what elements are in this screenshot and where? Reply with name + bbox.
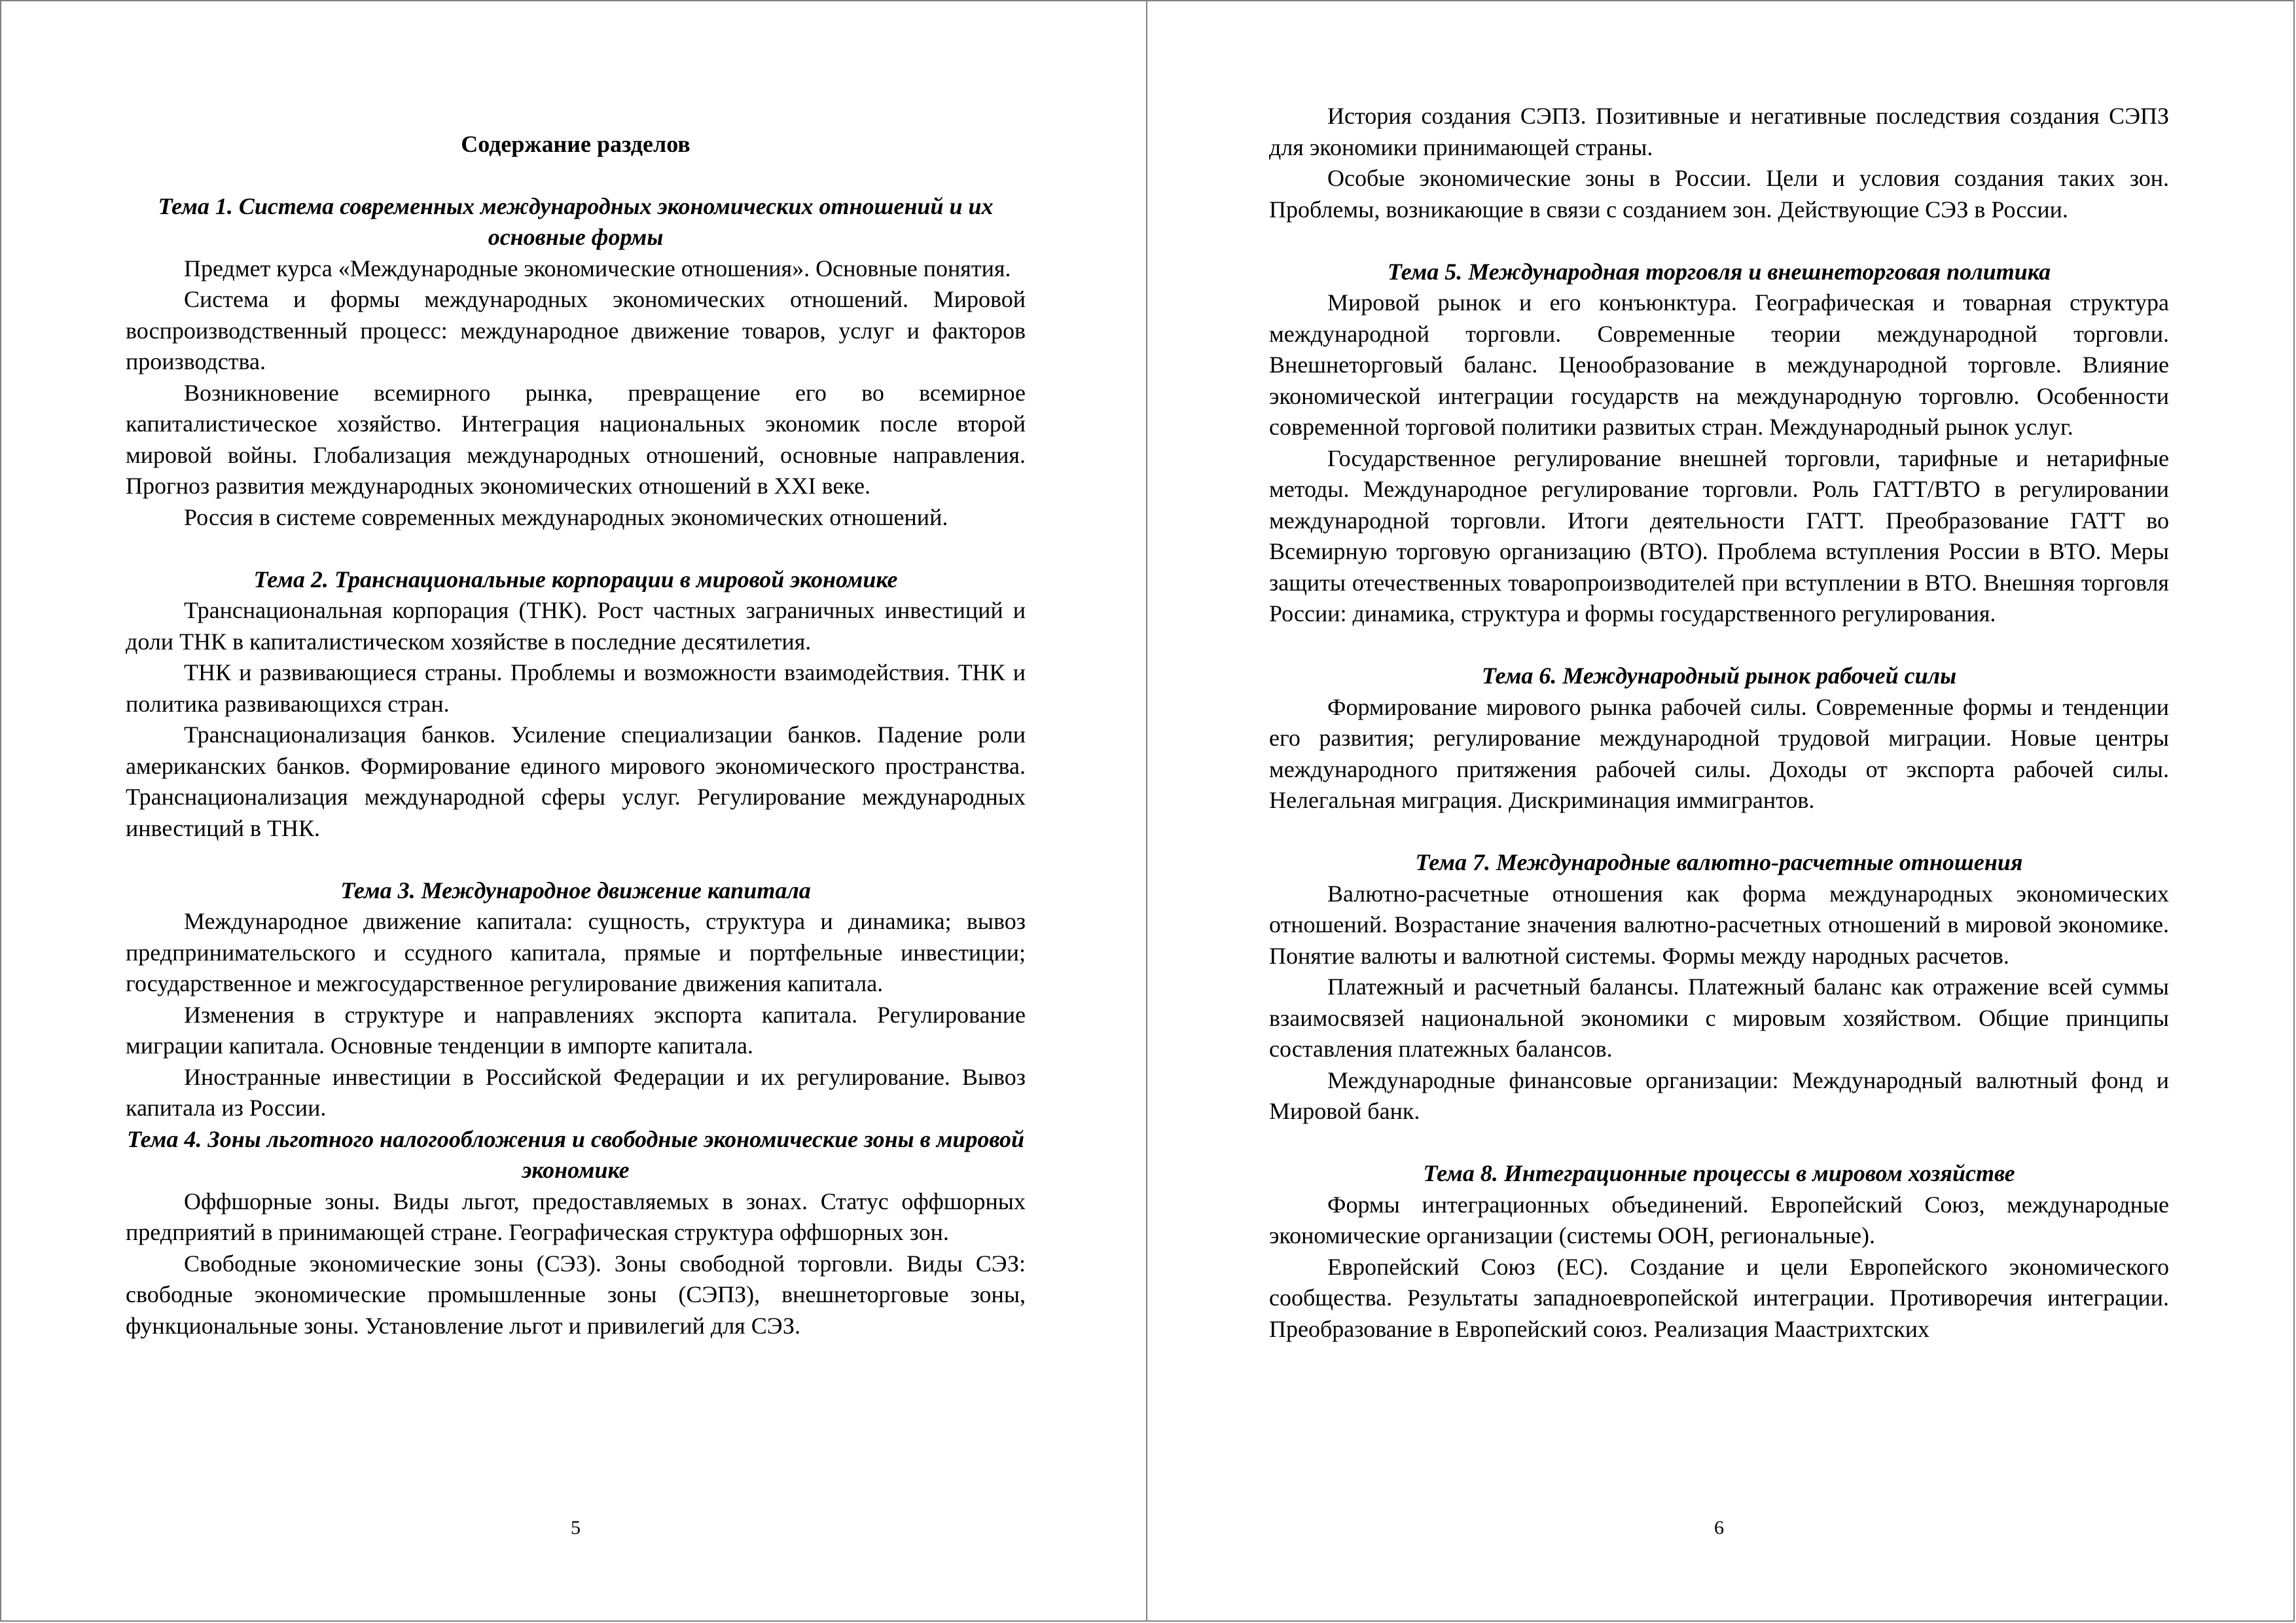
topic-2-paragraph: Транснациональная корпорация (ТНК). Рост частных заграничных инвестиций и доли ТНК в капиталистическом хозяйстве в последние десятилетия. — [126, 597, 1026, 655]
topic-7-paragraph: Международные финансовые организации: Международный валютный фонд и Мировой банк. — [1269, 1067, 2169, 1124]
spacer — [1269, 630, 2169, 661]
topic-2-title: Тема 2. Транснациональные корпорации в мировой экономике — [253, 566, 898, 593]
right-page — [1147, 1, 2293, 1620]
section-contents-title: Содержание разделов — [461, 131, 691, 157]
page-number-left: 5 — [571, 1517, 581, 1539]
topic-5-paragraph: Мировой рынок и его конъюнктура. Географическая и товарная структура международной торговли. Современные теории международной торговли. Внешнеторговый баланс. Ценообразование в международной торговле. Влияние экономической интеграции государств на международную торговлю. Особенности современной торговой политики развитых стран. Международный рынок услуг. — [1269, 289, 2169, 440]
topic-7-paragraph: Платежный и расчетный балансы. Платежный баланс как отражение всей суммы взаимосвязей национальной экономики с мировым хозяйством. Общие принципы составления платежных балансов. — [1269, 974, 2169, 1062]
topic-8-title: Тема 8. Интеграционные процессы в мировом хозяйстве — [1423, 1160, 2015, 1186]
topic-4-paragraph: Свободные экономические зоны (СЭЗ). Зоны свободной торговли. Виды СЭЗ: свободные экономические промышленные зоны (СЭПЗ), внешнеторговые зоны, функциональные зоны. Установление льгот и привилегий для СЭЗ. — [126, 1250, 1026, 1339]
page-number-right: 6 — [1714, 1517, 1724, 1539]
topic-3-paragraph: Иностранные инвестиции в Российской Федерации и их регулирование. Вывоз капитала из России. — [126, 1063, 1026, 1121]
topic-5-title: Тема 5. Международная торговля и внешнеторговая политика — [1387, 258, 2051, 285]
topic-5-paragraph: Государственное регулирование внешней торговли, тарифные и нетарифные методы. Международное регулирование торговли. Роль ГАТТ/ВТО в регулировании международной торговли. Итоги деятельности ГАТТ. Преобразование ГАТТ во Всемирную торговую организацию (ВТО). Проблема вступления России в ВТО. Меры защиты отечественных товаропроизводителей при вступлении в ВТО. Внешняя торговля России: динамика, структура и формы государственного регулирования. — [1269, 445, 2169, 627]
topic-1-title: Тема 1. Система современных международных экономических отношений и их основные формы — [158, 192, 994, 250]
spacer — [126, 844, 1026, 875]
topic-6-paragraph: Формирование мирового рынка рабочей силы. Современные формы и тенденции его развития; регулирование международной трудовой миграции. Новые центры международного притяжения рабочей силы. Доходы от экспорта рабочей силы. Нелегальная миграция. Дискриминация иммигрантов. — [1269, 693, 2169, 813]
topic-2-paragraph: Транснационализация банков. Усиление специализации банков. Падение роли американских банков. Формирование единого мирового экономического пространства. Транснационализация международной сферы услуг. Регулирование международных инвестиций в ТНК. — [126, 721, 1026, 841]
topic-1-paragraph: Система и формы международных экономических отношений. Мировой воспроизводственный процесс: международное движение товаров, услуг и факторов производства. — [126, 286, 1026, 374]
left-page-content — [126, 129, 1026, 1341]
spacer — [1269, 816, 2169, 848]
topic-1-paragraph: Россия в системе современных международных экономических отношений. — [184, 503, 948, 530]
topic-6-title: Тема 6. Международный рынок рабочей силы — [1481, 663, 1957, 689]
left-page — [1, 1, 1147, 1620]
right-page-content — [1269, 101, 2169, 1345]
topic-4-continuation-paragraph: История создания СЭПЗ. Позитивные и негативные последствия создания СЭПЗ для экономики принимающей страны. — [1269, 103, 2169, 160]
topic-4-continuation-paragraph: Особые экономические зоны в России. Цели и условия создания таких зон. Проблемы, возникающие в связи с созданием зон. Действующие СЭЗ в России. — [1269, 165, 2169, 223]
spacer — [1269, 1127, 2169, 1159]
topic-1-paragraph: Возникновение всемирного рынка, превращение его во всемирное капиталистическое хозяйство. Интеграция национальных экономик после второй мировой войны. Глобализация международных отношений, основные направления. Прогноз развития международных экономических отношений в XXI веке. — [126, 379, 1026, 499]
topic-8-paragraph: Формы интеграционных объединений. Европейский Союз, международные экономические организации (системы ООН, региональные). — [1269, 1191, 2169, 1249]
topic-3-paragraph: Изменения в структуре и направлениях экспорта капитала. Регулирование миграции капитала. Основные тенденции в импорте капитала. — [126, 1001, 1026, 1059]
topic-8-paragraph: Европейский Союз (ЕС). Создание и цели Европейского экономического сообщества. Результаты западноевропейской интеграции. Противоречия интеграции. Преобразование в Европейский союз. Реализация Маастрихтских — [1269, 1253, 2169, 1342]
topic-4-paragraph: Оффшорные зоны. Виды льгот, предоставляемых в зонах. Статус оффшорных предприятий в принимающей стране. Географическая структура оффшорных зон. — [126, 1188, 1026, 1245]
topic-7-title: Тема 7. Международные валютно-расчетные отношения — [1415, 849, 2023, 875]
spacer — [1269, 225, 2169, 257]
topic-3-title: Тема 3. Международное движение капитала — [340, 877, 811, 903]
topic-7-paragraph: Валютно-расчетные отношения как форма международных экономических отношений. Возрастание значения валютно-расчетных отношений в мировой экономике. Понятие валюты и валютной системы. Формы между народных расчетов. — [1269, 880, 2169, 969]
spacer — [126, 533, 1026, 564]
topic-3-paragraph: Международное движение капитала: сущность, структура и динамика; вывоз предпринимательского и ссудного капитала, прямые и портфельные инвестиции; государственное и межгосударственное регулирование движения капитала. — [126, 908, 1026, 996]
topic-2-paragraph: ТНК и развивающиеся страны. Проблемы и возможности взаимодействия. ТНК и политика развивающихся стран. — [126, 659, 1026, 717]
topic-1-paragraph: Предмет курса «Международные экономические отношения». Основные понятия. — [184, 255, 1011, 282]
topic-4-title: Тема 4. Зоны льготного налогообложения и свободные экономические зоны в мировой экономике — [126, 1125, 1025, 1183]
